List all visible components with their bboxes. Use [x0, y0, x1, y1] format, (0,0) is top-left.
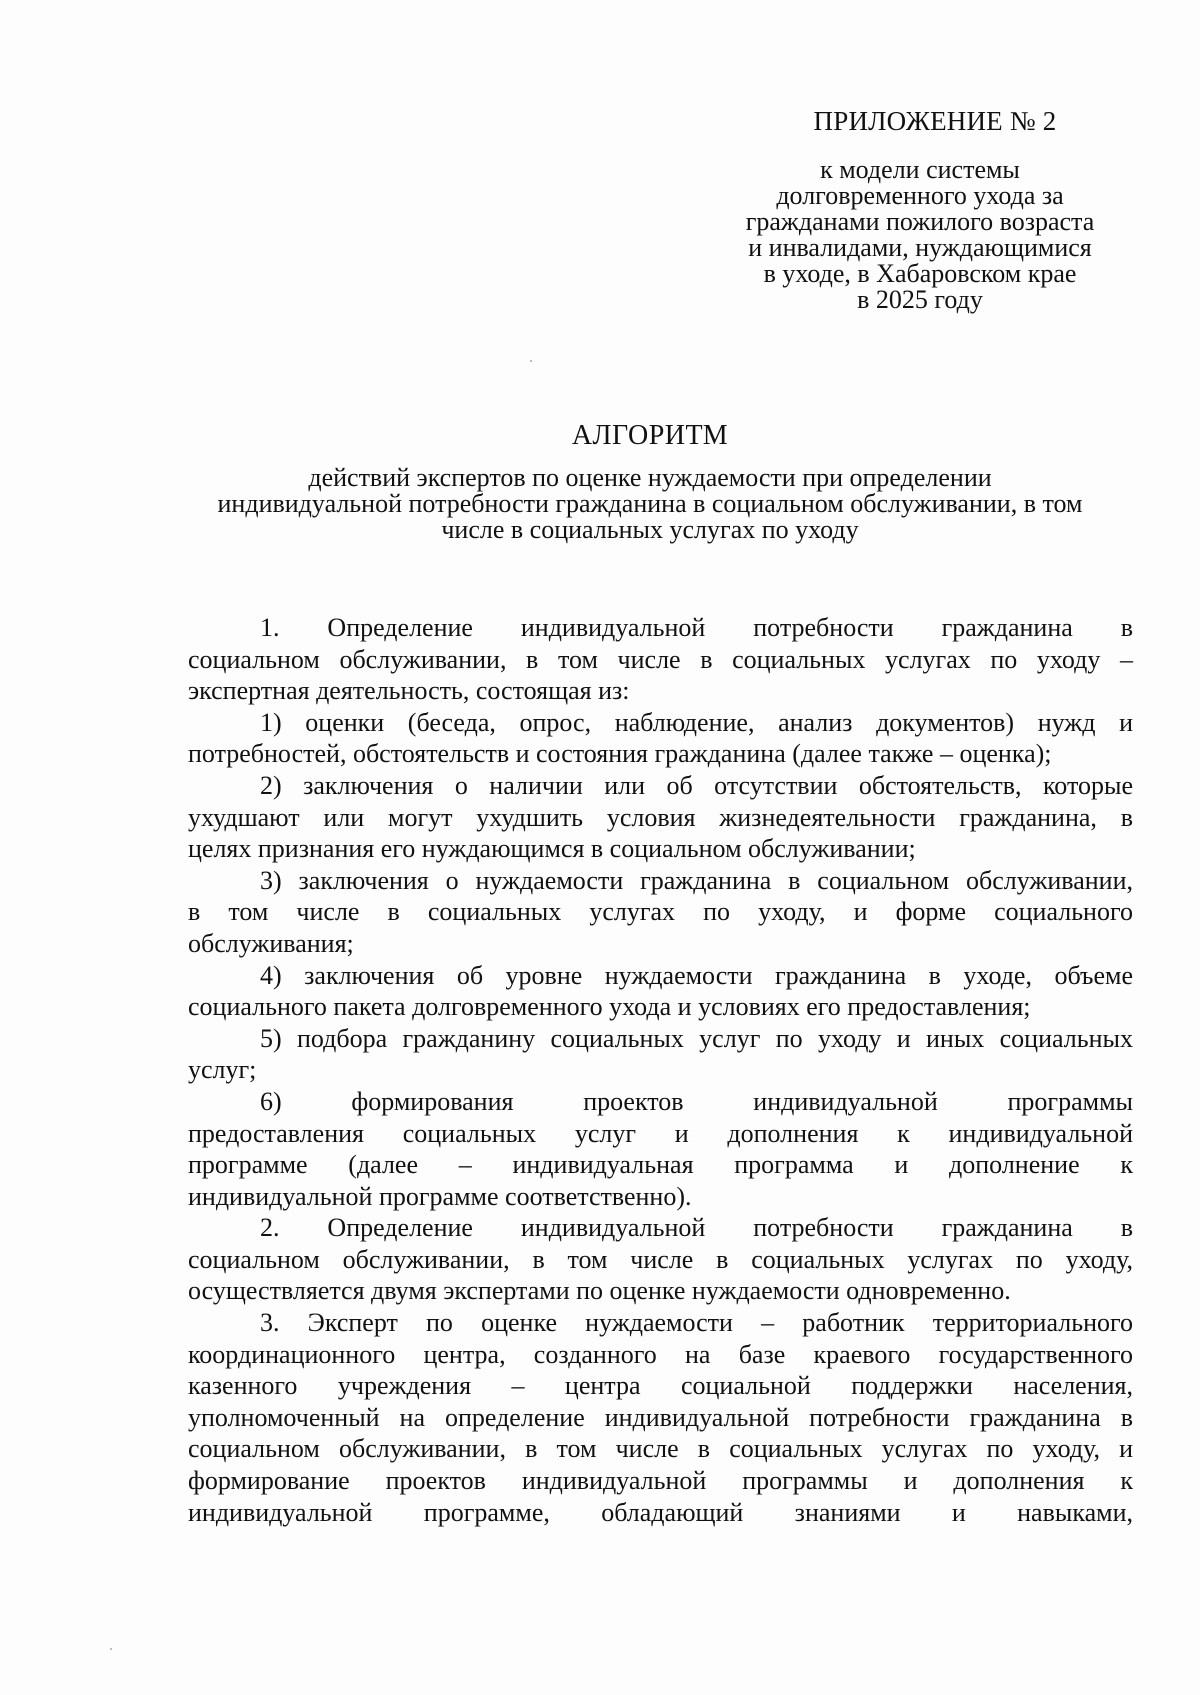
body-line: ухудшают или могут ухудшить условия жизнедеятельности гражданина, в	[188, 802, 1133, 832]
body-line: 1) оценки (беседа, опрос, наблюдение, анализ документов) нужд и	[260, 707, 1133, 737]
body-line: казенного учреждения – центра социальной поддержки населения,	[188, 1371, 1133, 1401]
body-line: обслуживания;	[188, 928, 354, 958]
document-body	[188, 612, 1133, 1528]
appendix-line: в уходе, в Хабаровском крае	[763, 259, 1077, 288]
appendix-line: в 2025 году	[857, 285, 983, 314]
scan-speck	[110, 1648, 112, 1650]
subtitle-line: действий экспертов по оценке нуждаемости при определении	[308, 463, 992, 492]
body-line: осуществляется двумя экспертами по оценке нуждаемости одновременно.	[188, 1276, 1011, 1306]
body-line: 3) заключения о нуждаемости гражданина в социальном обслуживании,	[260, 865, 1133, 895]
body-line: 2) заключения о наличии или об отсутствии обстоятельств, которые	[260, 770, 1133, 800]
body-line: 2. Определение индивидуальной потребности гражданина в	[260, 1213, 1133, 1243]
appendix-line: гражданами пожилого возраста	[745, 207, 1095, 236]
body-line: в том числе в социальных услугах по уходу, и форме социального	[188, 897, 1133, 927]
body-line: социальном обслуживании, в том числе в социальных услугах по уходу –	[188, 644, 1133, 674]
appendix-block	[690, 108, 1150, 313]
body-line: социального пакета долговременного ухода и условиях его предоставления;	[188, 992, 1031, 1022]
body-line: социальном обслуживании, в том числе в социальных услугах по уходу, и	[188, 1434, 1133, 1464]
body-line: услуг;	[188, 1055, 257, 1085]
appendix-line: и инвалидами, нуждающимися	[748, 233, 1092, 262]
appendix-title: ПРИЛОЖЕНИЕ № 2	[813, 106, 1057, 136]
body-line: программе (далее – индивидуальная программа и дополнение к	[188, 1150, 1133, 1180]
body-line: индивидуальной программе соответственно).	[188, 1181, 692, 1211]
body-line: 5) подбора гражданину социальных услуг по уходу и иных социальных	[260, 1023, 1133, 1053]
body-line: индивидуальной программе, обладающий знаниями и навыками,	[188, 1497, 1133, 1527]
body-line: целях признания его нуждающимся в социальном обслуживании;	[188, 834, 916, 864]
body-line: 1. Определение индивидуальной потребности гражданина в	[260, 613, 1133, 642]
body-line: 6) формирования проектов индивидуальной программы	[260, 1086, 1133, 1116]
appendix-line: долговременного ухода за	[776, 181, 1064, 210]
body-line: уполномоченный на определение индивидуальной потребности гражданина в	[188, 1402, 1133, 1432]
appendix-line: к модели системы	[820, 155, 1020, 184]
document-subtitle	[170, 465, 1130, 543]
body-line: 4) заключения об уровне нуждаемости гражданина в уходе, объеме	[260, 960, 1133, 990]
document-title: АЛГОРИТМ	[571, 420, 729, 451]
body-line: социальном обслуживании, в том числе в социальных услугах по уходу,	[188, 1244, 1133, 1274]
body-line: потребностей, обстоятельств и состояния гражданина (далее также – оценка);	[188, 739, 1052, 769]
body-line: формирование проектов индивидуальной программы и дополнения к	[188, 1466, 1133, 1496]
body-line: координационного центра, созданного на базе краевого государственного	[188, 1339, 1133, 1369]
subtitle-line: числе в социальных услугах по уходу	[441, 515, 859, 544]
body-line: экспертная деятельность, состоящая из:	[188, 676, 630, 706]
body-line: предоставления социальных услуг и дополнения к индивидуальной	[188, 1118, 1133, 1148]
subtitle-line: индивидуальной потребности гражданина в социальном обслуживании, в том	[217, 489, 1083, 518]
body-line: 3. Эксперт по оценке нуждаемости – работник территориального	[260, 1308, 1133, 1338]
scan-speck	[530, 360, 532, 362]
